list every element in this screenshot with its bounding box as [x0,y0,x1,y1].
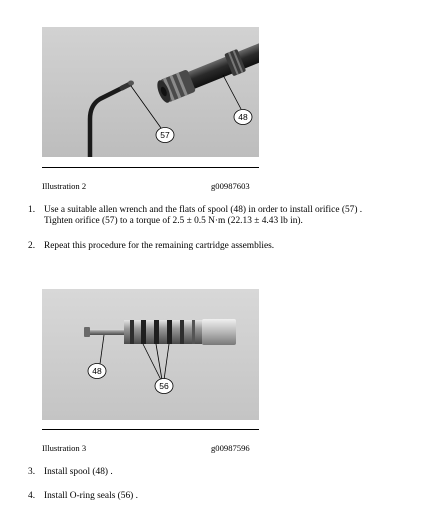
svg-text:56: 56 [159,381,169,391]
step-2-line-1: Repeat this procedure for the remaining cartridge assemblies. [44,241,275,251]
step-1-line-2: Tighten orifice (57) to a torque of 2.5 ± 0.5 N·m (22.13 ± 4.43 lb in). [44,216,303,226]
callout-56 [155,379,173,394]
step-2-number: 2. [28,241,36,251]
illustration-2-photo [42,27,259,157]
step-4-number: 4. [28,491,36,501]
illustration-3-caption-rule [42,429,259,430]
svg-text:57: 57 [160,130,170,140]
step-3-line-1: Install spool (48) . [44,467,113,477]
step-4-line-1: Install O-ring seals (56) . [44,491,138,501]
svg-text:48: 48 [238,112,248,122]
step-3-number: 3. [28,467,36,477]
callout-57 [156,128,174,143]
illustration-3-drawing [42,289,259,420]
step-1-number: 1. [28,205,36,215]
illustration-2-caption-rule [42,167,259,168]
illustration-3-image-id: g00987596 [211,443,250,453]
illustration-2-caption: Illustration 2 [42,181,87,191]
illustration-2-drawing [42,27,259,157]
illustration-3-caption: Illustration 3 [42,443,87,453]
illustration-2-image-id: g00987603 [211,181,250,191]
callout-48 [88,364,106,379]
callout-48 [234,110,252,125]
step-1-line-1: Use a suitable allen wrench and the flats of spool (48) in order to install orifice (57) . [44,205,363,215]
svg-text:48: 48 [92,366,102,376]
illustration-3-photo [42,289,259,420]
